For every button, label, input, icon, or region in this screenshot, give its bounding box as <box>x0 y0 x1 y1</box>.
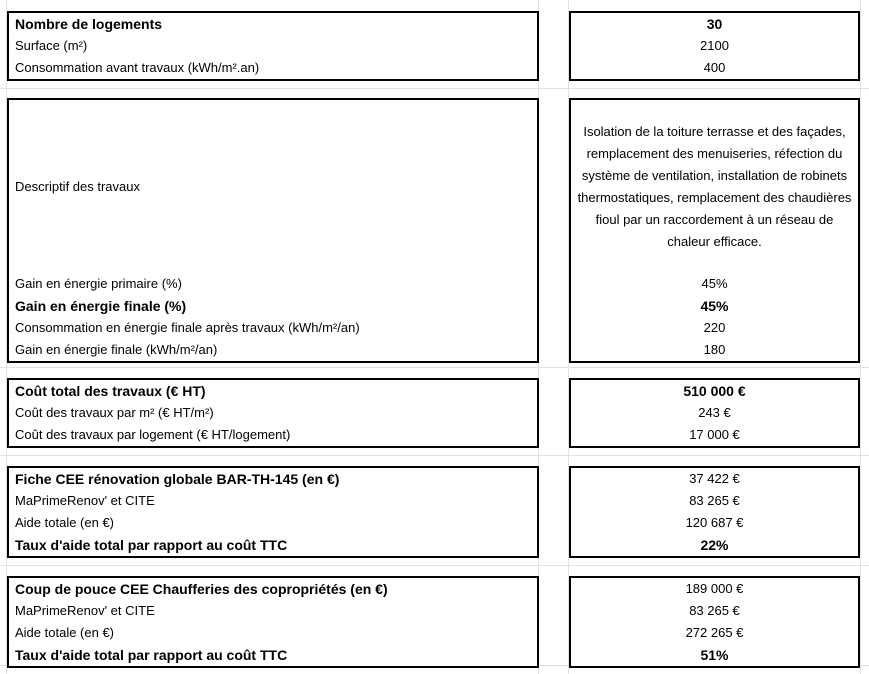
value-descriptif-travaux[interactable]: Isolation de la toiture terrasse et des façades, remplacement des menuiseries, réfection du système de ventilation, installation de robinets thermostatiques, remplacement des chaudières fioul par un raccordement à un réseau de chaleur efficace. <box>577 123 852 249</box>
value-taux-aide[interactable]: 51% <box>700 647 729 663</box>
cost-labels <box>7 378 539 448</box>
cost-values <box>569 378 860 448</box>
housing-info-labels <box>7 11 539 81</box>
label-consommation-avant[interactable]: Consommation avant travaux (kWh/m².an) <box>15 60 260 75</box>
gridline <box>860 0 861 674</box>
label-coup-de-pouce[interactable]: Coup de pouce CEE Chaufferies des copropriétés (en €) <box>15 581 388 597</box>
label-maprimerenov[interactable]: MaPrimeRenov' et CITE <box>15 603 155 618</box>
value-cout-total[interactable]: 510 000 € <box>683 383 746 399</box>
label-cout-logement[interactable]: Coût des travaux par logement (€ HT/logement) <box>15 427 291 442</box>
value-consommation-avant[interactable]: 400 <box>703 60 726 75</box>
value-cout-logement[interactable]: 17 000 € <box>689 427 740 442</box>
value-taux-aide[interactable]: 22% <box>700 537 729 553</box>
value-surface[interactable]: 2100 <box>700 38 729 53</box>
label-consommation-apres[interactable]: Consommation en énergie finale après travaux (kWh/m²/an) <box>15 320 360 335</box>
label-aide-totale[interactable]: Aide totale (en €) <box>15 625 115 640</box>
label-taux-aide[interactable]: Taux d'aide total par rapport au coût TTC <box>15 647 288 663</box>
label-gain-ef-pct[interactable]: Gain en énergie finale (%) <box>15 298 187 314</box>
gridline <box>0 565 869 566</box>
value-aide-totale[interactable]: 120 687 € <box>685 515 744 530</box>
aid-cee-bar-th-145-values <box>569 466 860 558</box>
gridline <box>0 367 869 368</box>
label-aide-totale[interactable]: Aide totale (en €) <box>15 515 115 530</box>
label-fiche-cee[interactable]: Fiche CEE rénovation globale BAR-TH-145 (en €) <box>15 471 340 487</box>
label-cout-m2[interactable]: Coût des travaux par m² (€ HT/m²) <box>15 405 214 420</box>
value-maprimerenov[interactable]: 83 265 € <box>689 493 740 508</box>
gridline <box>0 88 869 89</box>
label-nombre-logements[interactable]: Nombre de logements <box>15 16 163 32</box>
works-labels <box>7 98 539 363</box>
label-gain-ef-kwh[interactable]: Gain en énergie finale (kWh/m²/an) <box>15 342 218 357</box>
value-gain-ef-kwh[interactable]: 180 <box>703 342 726 357</box>
value-aide-totale[interactable]: 272 265 € <box>685 625 744 640</box>
value-cout-m2[interactable]: 243 € <box>698 405 731 420</box>
label-surface[interactable]: Surface (m²) <box>15 38 88 53</box>
aid-coup-de-pouce-values <box>569 576 860 668</box>
value-maprimerenov[interactable]: 83 265 € <box>689 603 740 618</box>
value-nombre-logements[interactable]: 30 <box>706 16 723 32</box>
value-fiche-cee[interactable]: 37 422 € <box>689 471 740 486</box>
label-maprimerenov[interactable]: MaPrimeRenov' et CITE <box>15 493 155 508</box>
value-gain-ep[interactable]: 45% <box>701 276 728 291</box>
value-coup-de-pouce[interactable]: 189 000 € <box>685 581 744 596</box>
label-taux-aide[interactable]: Taux d'aide total par rapport au coût TTC <box>15 537 288 553</box>
value-gain-ef-pct[interactable]: 45% <box>700 298 729 314</box>
label-descriptif-travaux[interactable]: Descriptif des travaux <box>15 179 140 194</box>
label-gain-ep[interactable]: Gain en énergie primaire (%) <box>15 276 182 291</box>
aid-cee-bar-th-145-labels <box>7 466 539 558</box>
value-consommation-apres[interactable]: 220 <box>703 320 726 335</box>
label-cout-total[interactable]: Coût total des travaux (€ HT) <box>15 383 206 399</box>
housing-info-values <box>569 11 860 81</box>
aid-coup-de-pouce-labels <box>7 576 539 668</box>
gridline <box>0 455 869 456</box>
works-values <box>569 98 860 363</box>
